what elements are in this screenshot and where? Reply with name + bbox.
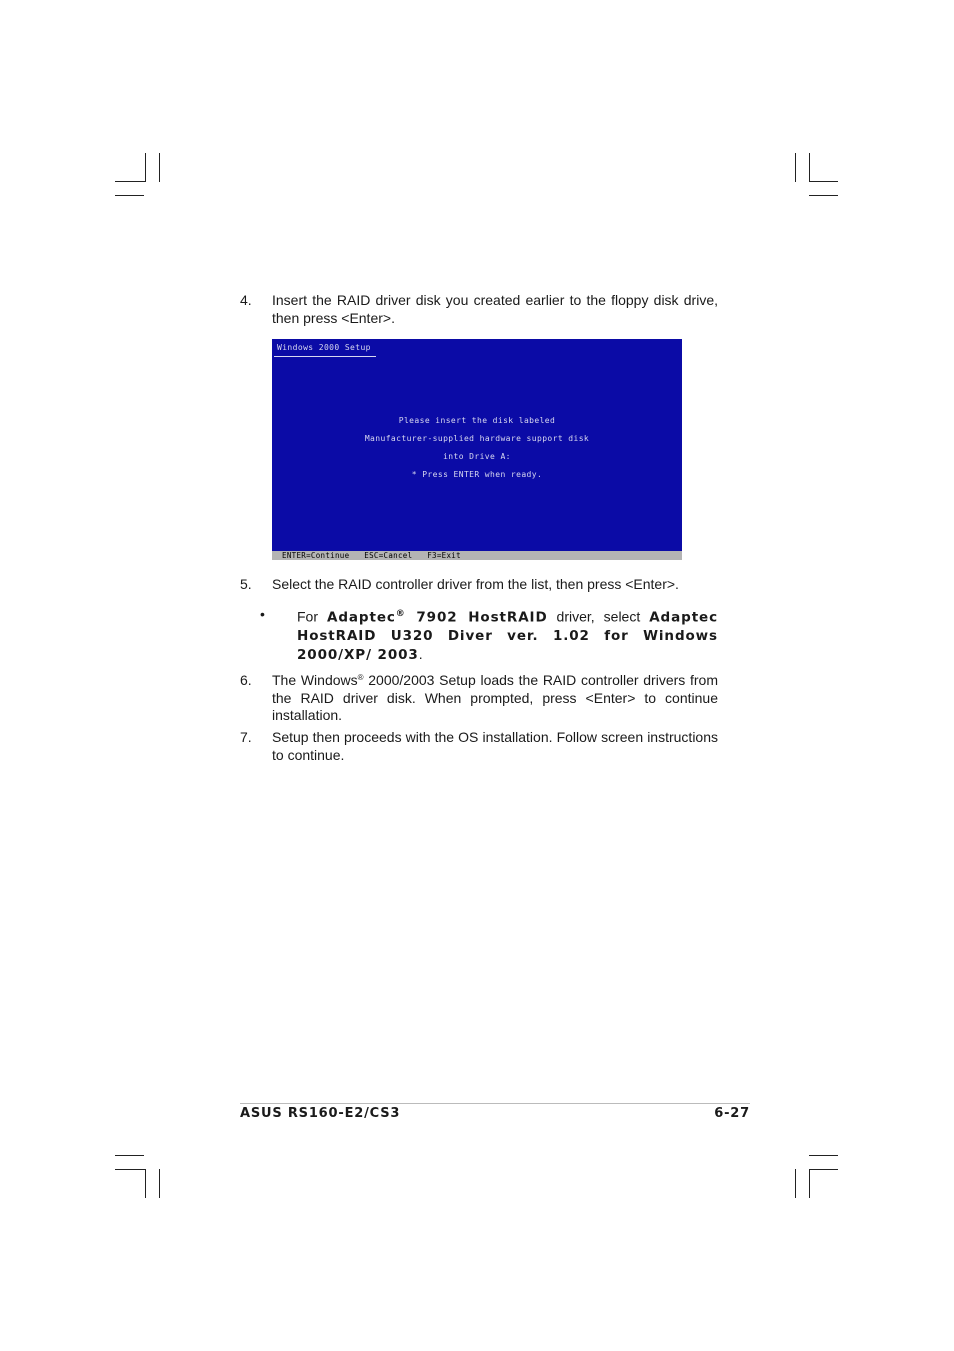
- crop-mark: [145, 153, 146, 182]
- step-5: [240, 576, 718, 594]
- crop-mark: [115, 1169, 146, 1170]
- windows-setup-screenshot: [272, 339, 682, 560]
- crop-mark: [809, 195, 838, 196]
- crop-mark: [115, 181, 146, 182]
- step-number: 5.: [240, 576, 252, 592]
- crop-mark: [809, 1169, 810, 1198]
- step-text: Setup then proceeds with the OS installation. Follow screen instructions to continue.: [272, 729, 718, 763]
- crop-mark: [795, 153, 796, 182]
- bullet-text: driver, select: [547, 608, 650, 625]
- bullet-symbol: •: [260, 606, 265, 622]
- crop-mark: [809, 1169, 838, 1170]
- step-text: The Windows: [272, 672, 358, 688]
- setup-title: Windows 2000 Setup: [277, 343, 371, 352]
- step-text: Insert the RAID driver disk you created earlier to the floppy disk drive, then press <Enter>.: [272, 292, 718, 326]
- setup-title-underline: [274, 356, 376, 357]
- step-text: 2000/2003 Setup loads the RAID controller drivers from the RAID driver disk. When prompted, press <Enter> to continue installation.: [272, 672, 718, 723]
- step-number: 7.: [240, 729, 252, 745]
- product-name-tail: 7902 HostRAID: [405, 609, 548, 626]
- crop-mark: [159, 1169, 160, 1198]
- bullet-text: For: [297, 608, 327, 625]
- step-text: Select the RAID controller driver from the list, then press <Enter>.: [272, 576, 679, 592]
- setup-message-line: * Press ENTER when ready.: [411, 470, 543, 479]
- crop-mark: [115, 1155, 144, 1156]
- footer-page-number: 6-27: [714, 1106, 750, 1121]
- footer-rule: [240, 1103, 750, 1104]
- crop-mark: [809, 181, 838, 182]
- registered-mark: ®: [357, 673, 364, 682]
- crop-mark: [809, 1155, 838, 1156]
- footer-product-name: ASUS RS160-E2/CS3: [240, 1106, 401, 1121]
- registered-mark: ®: [395, 609, 406, 619]
- driver-selection-name: Adaptec HostRAID U320 Diver ver. 1.02 for Windows 2000/XP/ 2003: [297, 609, 718, 663]
- driver-selection-bullet: [260, 606, 718, 664]
- setup-status-bar: [272, 551, 682, 560]
- status-esc-cancel: ESC=Cancel: [364, 551, 413, 560]
- status-enter-continue: ENTER=Continue: [282, 551, 350, 560]
- crop-mark: [115, 195, 144, 196]
- step-7: [240, 729, 718, 764]
- bullet-text: .: [418, 645, 423, 662]
- step-number: 6.: [240, 672, 252, 688]
- crop-mark: [159, 153, 160, 182]
- status-f3-exit: F3=Exit: [427, 551, 461, 560]
- product-name: Adaptec: [326, 609, 396, 626]
- crop-mark: [809, 153, 810, 182]
- step-6: [240, 672, 718, 725]
- step-4: [240, 292, 718, 327]
- setup-message-line: Please insert the disk labeled: [398, 416, 556, 425]
- crop-mark: [145, 1169, 146, 1198]
- setup-message-line: Manufacturer-supplied hardware support disk: [364, 434, 590, 443]
- crop-mark: [795, 1169, 796, 1198]
- setup-message-line: into Drive A:: [443, 452, 511, 461]
- step-number: 4.: [240, 292, 252, 308]
